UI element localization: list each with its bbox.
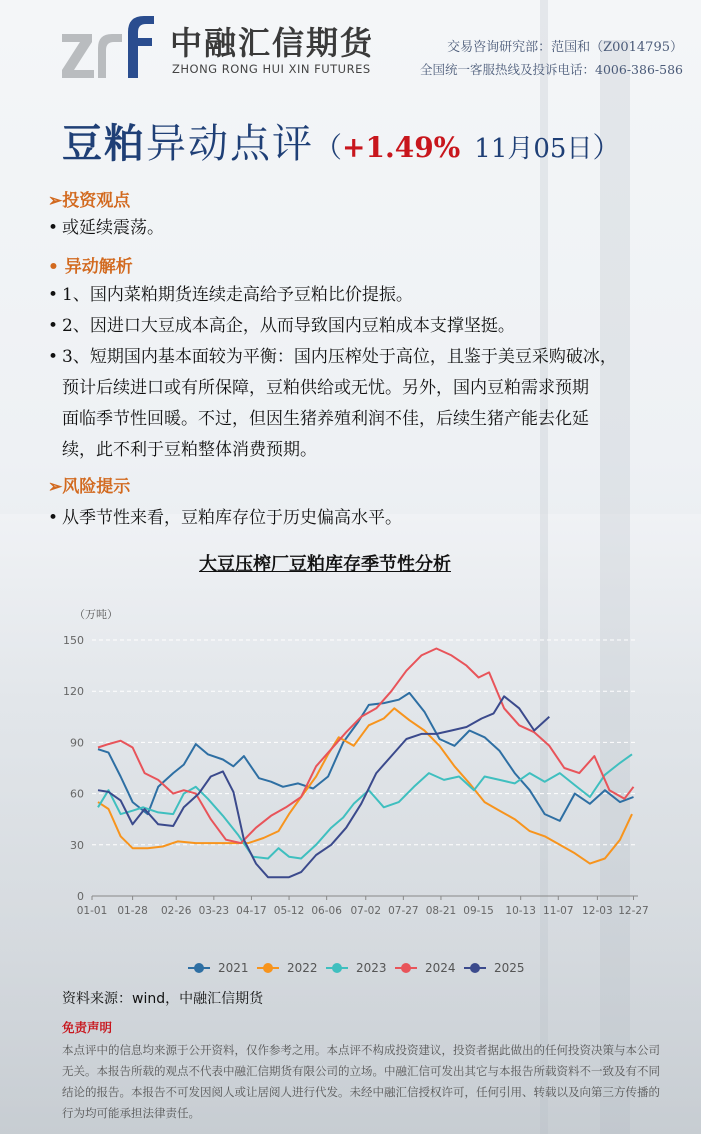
title-date: 11月05日 (474, 134, 593, 164)
legend-label: 2021 (218, 961, 249, 975)
section-view-title: ➢投资观点 (48, 191, 131, 211)
section-risk-title: ➢风险提示 (48, 477, 131, 497)
title-sub: 异动点评 (146, 121, 314, 167)
analysis-item: • 2、因进口大豆成本高企，从而导致国内豆粕成本支撑坚挺。 (48, 316, 515, 336)
y-tick-label: 120 (63, 685, 84, 699)
x-tick-label: 06-06 (311, 905, 342, 917)
y-tick-label: 90 (70, 736, 84, 750)
legend-swatch-dot (263, 963, 273, 973)
legend-swatch-dot (401, 963, 411, 973)
x-tick-label: 04-17 (236, 905, 267, 917)
legend-swatch-dot (470, 963, 480, 973)
y-tick-label: 150 (63, 634, 84, 647)
view-item: • 或延续震荡。 (48, 218, 164, 238)
analysis-item-cont: 面临季节性回暖。不过，但因生猪养殖利润不佳，后续生猪产能去化延 (62, 409, 589, 429)
y-axis-label: （万吨） (74, 608, 118, 621)
y-tick-label: 30 (70, 838, 84, 852)
header (0, 0, 701, 100)
x-tick-label: 12-27 (618, 905, 649, 917)
x-tick-label: 07-02 (350, 905, 382, 917)
legend-swatch-dot (332, 963, 342, 973)
series-line-2024 (98, 649, 634, 844)
risk-item: • 从季节性来看，豆粕库存位于历史偏高水平。 (48, 508, 402, 528)
legend-swatch-dot (194, 963, 204, 973)
x-tick-label: 09-15 (463, 905, 494, 917)
title-main: 豆粕 (62, 120, 146, 167)
legend-label: 2023 (356, 961, 387, 975)
title-paren-close: ） (592, 131, 621, 164)
y-tick-label: 60 (70, 787, 84, 801)
company-name-cn: 中融汇信期货 (170, 24, 375, 62)
section-analysis-title: • 异动解析 (48, 257, 133, 277)
analysis-item: • 1、国内菜粕期货连续走高给予豆粕比价提振。 (48, 285, 413, 305)
company-name-en: ZHONG RONG HUI XIN FUTURES (172, 62, 371, 76)
x-tick-label: 02-26 (160, 905, 192, 917)
x-tick-label: 03-23 (198, 905, 230, 917)
company-logo-icon (62, 12, 157, 82)
x-tick-label: 08-21 (425, 905, 457, 917)
series-line-2022 (98, 708, 632, 863)
analysis-item: • 3、短期国内基本面较为平衡：国内压榨处于高位，且鉴于美豆采购破冰， (48, 347, 617, 367)
x-tick-label: 01-01 (76, 905, 108, 917)
inventory-line-chart (60, 600, 660, 980)
x-tick-label: 05-12 (273, 905, 305, 917)
analysis-item-cont: 预计后续进口或有所保障，豆粕供给或无忧。另外，国内豆粕需求预期 (62, 378, 589, 398)
analysis-item-cont: 续，此不利于豆粕整体消费预期。 (62, 440, 317, 460)
x-tick-label: 11-07 (543, 905, 574, 917)
x-tick-label: 12-03 (582, 905, 613, 917)
legend-label: 2024 (425, 961, 456, 975)
disclaimer-text: 本点评中的信息均来源于公开资料，仅作参考之用。本点评不构成投资建议，投资者据此做出的任何投资决策与本公司无关。本报告所载的观点不代表中融汇信期货有限公司的立场。中融汇信可发出其它与本报告所载资料不一致及有不同结论的报告。本报告不可发因阅人或让居阅人进行代发。未经中融汇信授权许可，任何引用、转载以及向第三方传播的行为均可能承担法律责任。 (62, 1043, 660, 1120)
x-tick-label: 10-13 (505, 905, 536, 917)
y-tick-label: 0 (77, 890, 84, 903)
price-change-pct: +1.49% (342, 131, 461, 164)
legend-label: 2022 (287, 961, 318, 975)
title-paren-open: （ (314, 131, 343, 164)
x-tick-label: 07-27 (388, 905, 419, 917)
series-line-2021 (98, 693, 634, 821)
analyst-contact: 交易咨询研究部：范国和（Z0014795） (447, 40, 683, 55)
data-source: 资料来源：wind，中融汇信期货 (62, 991, 264, 1007)
legend-label: 2025 (494, 961, 525, 975)
hotline: 全国统一客服热线及投诉电话：4006-386-586 (420, 62, 683, 77)
disclaimer-title: 免责声明 (62, 1020, 113, 1035)
page-title (62, 112, 620, 169)
x-tick-label: 01-28 (117, 905, 148, 917)
chart-title: 大豆压榨厂豆粕库存季节性分析 (199, 554, 451, 575)
